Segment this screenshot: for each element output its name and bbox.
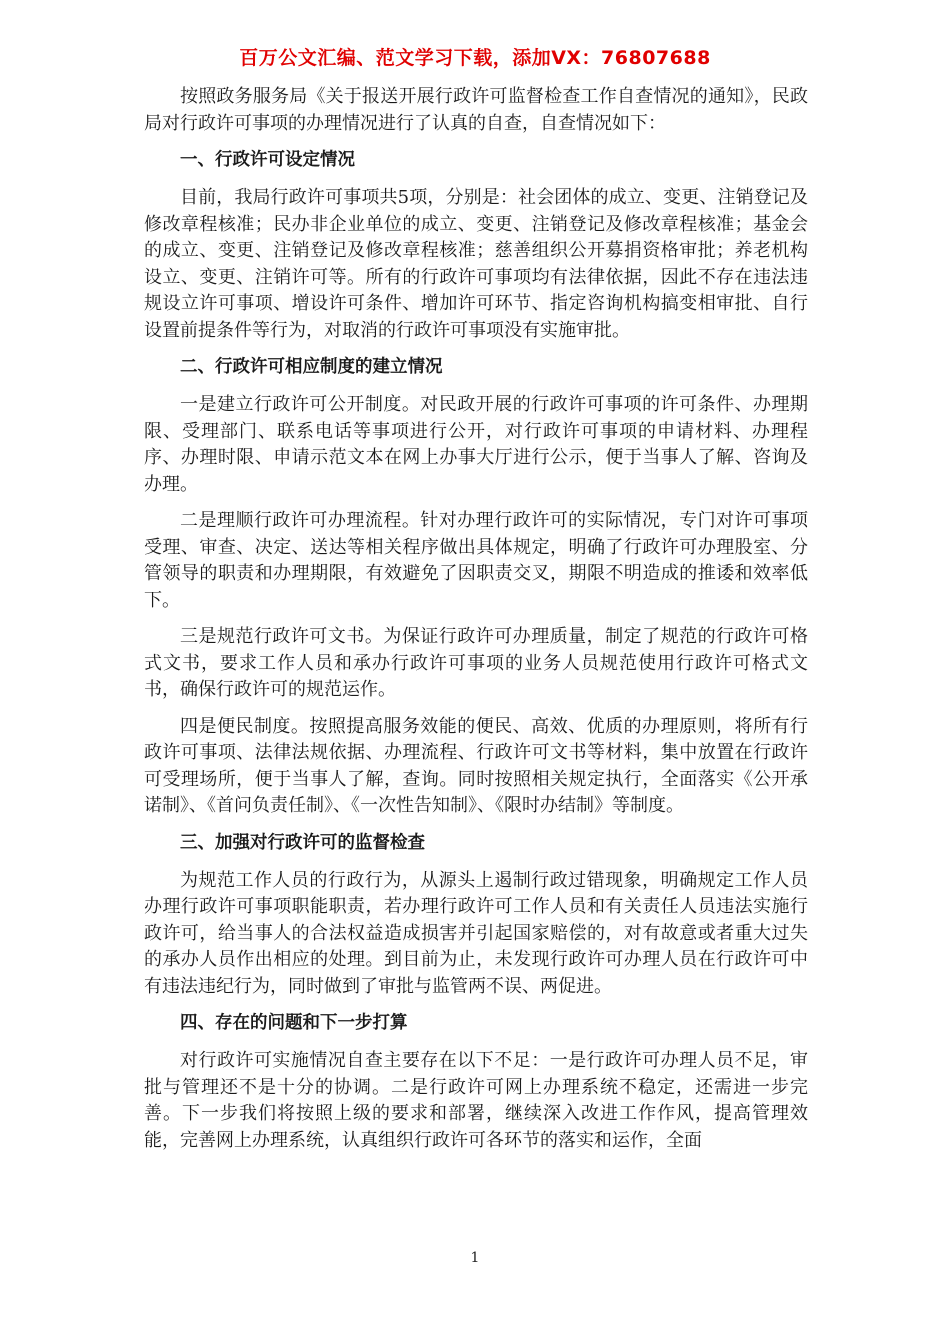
page-number: 1 [470, 1250, 480, 1266]
section-1-heading: 一、行政许可设定情况 [180, 150, 355, 170]
promo-banner: 百万公文汇编、范文学习下载，添加VX：76807688 [239, 47, 711, 69]
intro-paragraph: 按照政务服务局《关于报送开展行政许可监督检查工作自查情况的通知》，民政局对行政许可事项的办理情况进行了认真的自查，自查情况如下： [144, 86, 808, 134]
document-body [144, 84, 808, 1164]
section-2-heading: 二、行政许可相应制度的建立情况 [180, 357, 443, 377]
section-2-paragraph-1: 一是建立行政许可公开制度。对民政开展的行政许可事项的许可条件、办理期限、受理部门、联系电话等事项进行公开，对行政许可事项的申请材料、办理程序、办理时限、申请示范文本在网上办事大厅进行公示，便于当事人了解、咨询及办理。 [144, 394, 808, 495]
section-1-paragraph: 目前，我局行政许可事项共5项，分别是：社会团体的成立、变更、注销登记及修改章程核准；民办非企业单位的成立、变更、注销登记及修改章程核准；基金会的成立、变更、注销登记及修改章程核准；慈善组织公开募捐资格审批；养老机构设立、变更、注销许可等。所有的行政许可事项均有法律依据，因此不存在违法违规设立许可事项、增设许可条件、增加许可环节、指定咨询机构搞变相审批、自行设置前提条件等行为，对取消的行政许可事项没有实施审批。 [144, 187, 808, 341]
section-3-heading: 三、加强对行政许可的监督检查 [180, 832, 425, 853]
section-4-heading: 四、存在的问题和下一步打算 [180, 1013, 408, 1033]
section-2-paragraph-2: 二是理顺行政许可办理流程。针对办理行政许可的实际情况，专门对许可事项受理、审查、决定、送达等相关程序做出具体规定，明确了行政许可办理股室、分管领导的职责和办理期限，有效避免了因职责交叉，期限不明造成的推诿和效率低下。 [144, 510, 808, 611]
section-4-paragraph: 对行政许可实施情况自查主要存在以下不足：一是行政许可办理人员不足，审批与管理还不是十分的协调。二是行政许可网上办理系统不稳定，还需进一步完善。下一步我们将按照上级的要求和部署，继续深入改进工作作风，提高管理效能，完善网上办理系统，认真组织行政许可各环节的落实和运作，全面 [144, 1050, 808, 1151]
section-2-paragraph-3: 三是规范行政许可文书。为保证行政许可办理质量，制定了规范的行政许可格式文书，要求工作人员和承办行政许可事项的业务人员规范使用行政许可格式文书，确保行政许可的规范运作。 [144, 626, 808, 700]
section-2-paragraph-4: 四是便民制度。按照提高服务效能的便民、高效、优质的办理原则，将所有行政许可事项、法律法规依据、办理流程、行政许可文书等材料，集中放置在行政许可受理场所，便于当事人了解，查询。同时按照相关规定执行，全面落实《公开承诺制》、《首问负责任制》、《一次性告知制》、《限时办结制》等制度。 [144, 715, 808, 816]
section-3-paragraph: 为规范工作人员的行政行为，从源头上遏制行政过错现象，明确规定工作人员办理行政许可事项职能职责，若办理行政许可工作人员和有关责任人员违法实施行政许可，给当事人的合法权益造成损害并引起国家赔偿的，对有故意或者重大过失的承办人员作出相应的处理。到目前为止，未发现行政许可办理人员在行政许可中有违法违纪行为，同时做到了审批与监管两不误、两促进。 [144, 869, 808, 997]
